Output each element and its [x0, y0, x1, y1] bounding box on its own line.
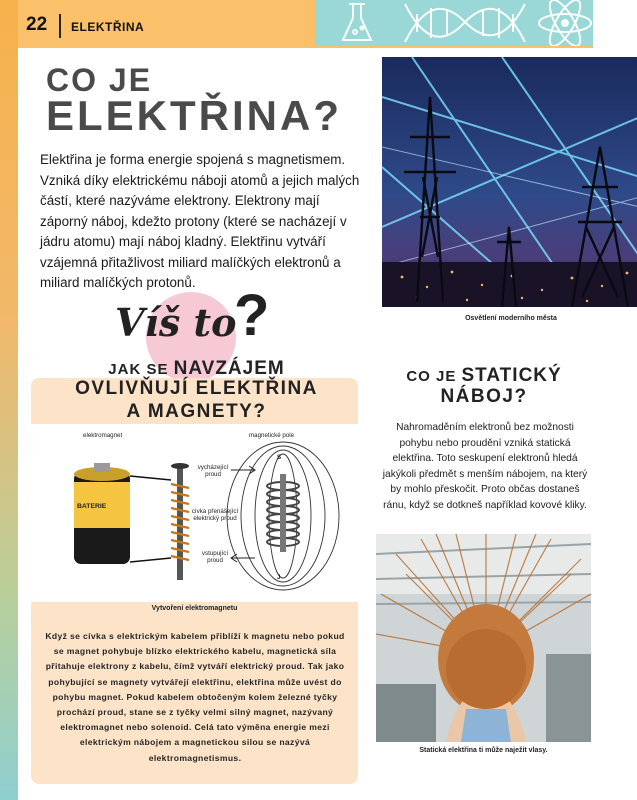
page-title: ELEKTŘINA?: [46, 92, 342, 139]
did-you-know-badge: Víš to: [115, 300, 237, 345]
electromagnet-diagram: [31, 424, 358, 602]
static-paragraph: Nahromaděním elektronů bez možnosti pohybu nebo proudění vzniká statická elektřina. Toto seskupení elektronů hledá jakýkoli předmět s menším nábojem, na který by mohlo přeskočit. Proto občas dostaneš ránu, když se dotkneš například kovové kliky.: [382, 422, 588, 511]
header-white-corner: [593, 0, 637, 48]
box-heading-small: JAK SE: [108, 361, 169, 378]
science-icons: [315, 0, 593, 46]
box-heading-big: NAVZÁJEM: [173, 358, 285, 379]
page-number: 22: [26, 14, 48, 35]
header-divider: [59, 14, 61, 38]
section-title: ELEKTŘINA: [71, 20, 145, 34]
static-heading-big: STATICKÝ: [461, 365, 562, 386]
static-hair-photo: [376, 534, 591, 742]
static-heading-line-1: [378, 365, 590, 387]
label-north-pole: J: [277, 574, 281, 581]
box-body-text: Když se cívka s elektrickým kabelem přiblíží k magnetu nebo pokud se magnet pohybuje blízko elektrického kabelu, magnetická síla přitahuje elektrony z kabelu, čímž vytváří elektrický proud. Tak jako pohybující se magnety vytvářejí elektřinu, elektřina může uvést do pohybu magnet. Pokud kabelem obtočeným kolem železné tyčky prochází proud, stane se z tyčky velmi silný magnet, nazývaný elektromagnet nebo solenoid. Celá tato výměna energie mezi elektrickým nábojem a magnetickou silou se nazývá elektromagnetismus.: [45, 631, 345, 763]
label-incoming-current: vstupující proud: [201, 550, 229, 565]
atom-icon: [539, 0, 591, 46]
box-heading-line-3: A MAGNETY?: [126, 401, 267, 422]
label-magnetic-field: magnetické pole: [249, 432, 295, 439]
label-coil: cívka přenášející elektrický proud: [191, 508, 239, 523]
intro-paragraph: Elektřina je forma energie spojená s magnetismem. Vzniká díky elektrickému náboji atomů a jejich malých částí, které nazýváme elektrony. Elektrony mají záporný náboj, kdežto protony (které se nacházejí v jádru atomu) mají náboj kladný. Elektřinu vytváří vzájemná přitažlivost miliard malíčkých elektronů a miliard malíčkých protonů.: [40, 152, 360, 290]
box-heading-line-2: OVLIVŇUJÍ ELEKTŘINA: [75, 378, 318, 399]
left-color-bar: [0, 0, 18, 800]
label-electromagnet: elektromagnet: [83, 432, 123, 439]
static-heading-line-2: NÁBOJ?: [440, 386, 528, 407]
static-heading-small: CO JE: [406, 368, 457, 385]
question-mark: ?: [234, 283, 270, 348]
top-photo-caption: Osvětlení moderního města: [465, 315, 557, 322]
diagram-caption: Vytvoření elektromagnetu: [151, 605, 238, 612]
bottom-photo-caption: Statická elektřina ti může naježit vlasy.: [419, 747, 548, 754]
label-south-pole: S: [277, 454, 282, 461]
city-power-lines-photo: [382, 57, 637, 307]
label-battery: BATERIE: [77, 503, 107, 510]
flask-icon: [343, 4, 371, 40]
label-outgoing-current: vycházející proud: [197, 464, 229, 479]
box-heading-lines: [34, 377, 359, 423]
science-pattern-banner: [315, 0, 593, 46]
title-line-1: CO JE: [46, 62, 153, 98]
dna-icon: [405, 4, 525, 42]
